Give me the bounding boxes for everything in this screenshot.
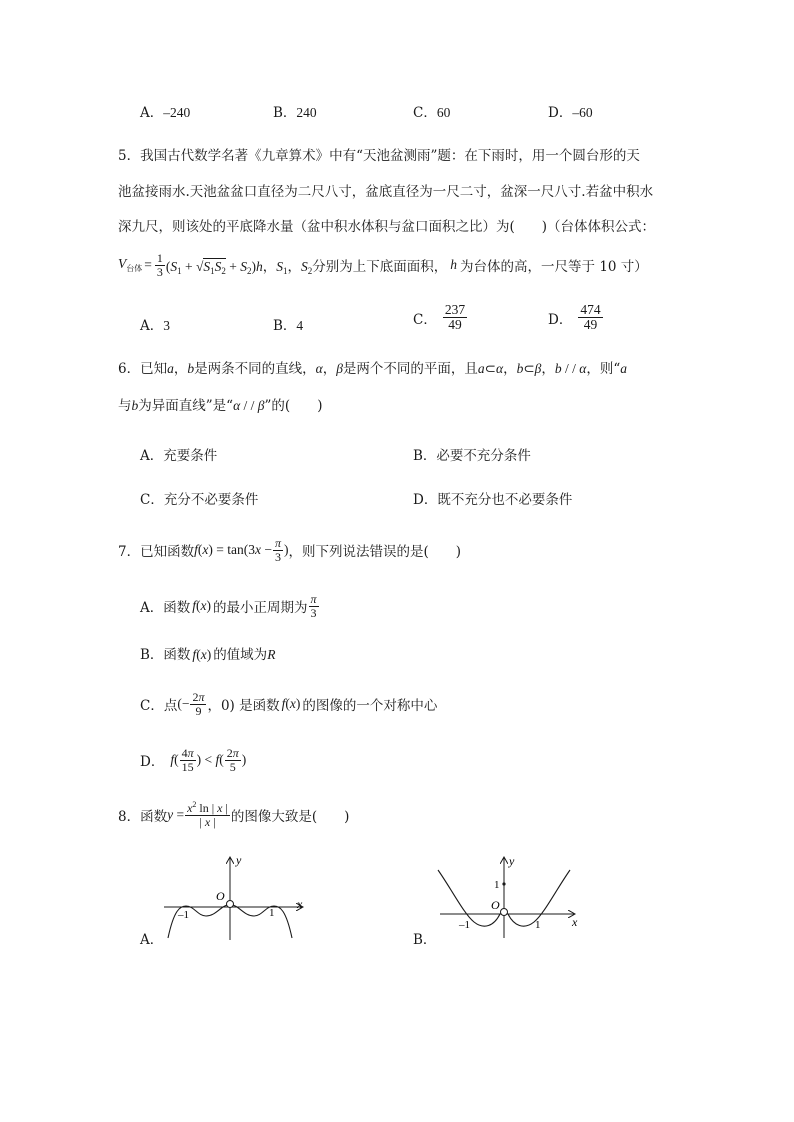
q4-option-c bbox=[413, 106, 450, 121]
q6-option-b-value: 必要不充分条件 bbox=[436, 448, 531, 464]
q6-parallel-1: / / bbox=[561, 361, 580, 376]
q8-graph-b-tick-1-y: 1 bbox=[494, 879, 500, 891]
q8-graph-a-tick-1: 1 bbox=[269, 907, 275, 919]
q4-option-a-label: A． bbox=[140, 105, 164, 121]
q7-option-c-c: 的图像的一个对称中心 bbox=[302, 698, 438, 714]
q7-two-pi-over-9: $\frac{2\pi}{9}$ bbox=[192, 689, 205, 718]
q6-option-b-label: B． bbox=[413, 448, 437, 464]
q8-graph-a-y-label: y bbox=[236, 853, 242, 867]
q8-graph-b-hole bbox=[501, 909, 508, 916]
q5-line-2: 池盆接雨水.天池盆盆口直径为二尺八寸，盆底直径为一尺二寸，盆深一尺八寸.若盆中积水 bbox=[118, 184, 654, 200]
q6-option-d bbox=[413, 494, 572, 508]
q6-option-d-label: D． bbox=[413, 492, 438, 508]
q6-a-2: a bbox=[620, 361, 628, 376]
q7-close-paren: ) bbox=[283, 542, 289, 557]
q6-option-b bbox=[413, 450, 531, 464]
q7-option-b-b: 的值域为 bbox=[213, 647, 268, 663]
q6-b-2: b bbox=[554, 361, 562, 376]
q6-line-1-a: 6．已知 bbox=[118, 361, 168, 377]
q7-set-r: R bbox=[267, 647, 276, 662]
q6-subset-2: ⊂ bbox=[523, 361, 535, 376]
q8-graph-b-label: B． bbox=[413, 932, 437, 948]
q8-graph-a-hole bbox=[227, 901, 234, 908]
q4-option-a bbox=[140, 106, 190, 121]
q8-graph-b bbox=[434, 852, 584, 942]
q6-option-a-label: A． bbox=[140, 448, 164, 464]
q4-option-d bbox=[548, 106, 593, 121]
q4-option-d-label: D． bbox=[548, 105, 573, 121]
q5-option-b-label: B． bbox=[273, 318, 297, 334]
q7-period-fraction: $\frac{\pi}{3}$ bbox=[310, 591, 317, 620]
q5-option-a bbox=[140, 314, 170, 334]
q7-d-close: ) bbox=[241, 752, 247, 767]
q6-b-3: b bbox=[131, 398, 139, 413]
q7-option-c bbox=[140, 686, 437, 722]
q7-fx-b: f(x) bbox=[192, 647, 212, 662]
q5-option-c-label: C． bbox=[413, 311, 437, 328]
q8-stem bbox=[118, 796, 349, 834]
q5-one-third: $\frac{1}{3}$ bbox=[156, 250, 163, 279]
q8-y-equals: y = bbox=[167, 807, 185, 822]
q6-line-1-b: 是两条不同的直线， bbox=[194, 361, 316, 377]
q6-math-beta: β bbox=[336, 361, 343, 376]
q6-option-c-label: C． bbox=[140, 492, 164, 508]
q6-math-alpha-beta: α bbox=[315, 361, 323, 376]
q6-line-1: 6．已知a，b是两条不同的直线，α，β是两个不同的平面，且a⊂α，b⊂β，b / / α，则“a bbox=[118, 361, 628, 377]
q5-option-c-fraction: $\frac{237}{49}$ bbox=[444, 302, 466, 333]
q8-graph-a-x-label: x bbox=[297, 897, 303, 911]
q7-fx-a: f(x) bbox=[192, 598, 212, 613]
q8-graph-a bbox=[150, 848, 320, 948]
q7-d-f1: f( bbox=[170, 752, 179, 767]
q4-option-c-label: C． bbox=[413, 105, 437, 121]
q7-four-pi-over-15: $\frac{4\pi}{15}$ bbox=[181, 745, 194, 774]
q6-line-2-a: 与 bbox=[118, 398, 132, 414]
q7-pi-over-3: $\frac{\pi}{3}$ bbox=[274, 535, 281, 564]
q8-graph-b-origin: O bbox=[491, 898, 500, 912]
q7-option-a-b: 的最小正周期为 bbox=[213, 600, 308, 616]
q6-line-1-c: 是两个不同的平面，且 bbox=[342, 361, 478, 377]
q5-volume-symbol: $V_{台体}$ bbox=[118, 256, 143, 273]
q5-option-b bbox=[273, 314, 303, 334]
q7-option-a bbox=[140, 588, 320, 624]
q6-line-2-b: 为异面直线”是“ bbox=[138, 398, 234, 414]
q6-option-a-value: 充要条件 bbox=[163, 448, 218, 464]
q6-alpha-1: α bbox=[495, 361, 504, 376]
q6-math-conditions: a bbox=[477, 361, 485, 376]
q5-formula-body: $(S_1 + √S_1S_2 + S_2)h$，$S_1$，$S_2$ bbox=[165, 258, 313, 276]
q6-option-c-value: 充分不必要条件 bbox=[163, 492, 259, 508]
q7-stem bbox=[118, 532, 461, 568]
q6-alpha-3: α bbox=[233, 398, 241, 413]
q5-option-a-value: 3 bbox=[163, 318, 170, 333]
q6-option-a bbox=[140, 450, 217, 464]
q7-paren-minus: (− bbox=[177, 696, 190, 711]
q8-stem-b: 的图像大致是( ) bbox=[230, 809, 350, 825]
q7-two-pi-over-5: $\frac{2\pi}{5}$ bbox=[226, 745, 239, 774]
q5-formula-h: 为台体的高，一尺等于 10 寸） bbox=[460, 259, 648, 275]
q5-option-c bbox=[413, 303, 468, 332]
q6-alpha-2: α bbox=[579, 361, 587, 376]
q6-line-1-d: ，则“ bbox=[586, 361, 621, 377]
q5-option-d bbox=[548, 303, 604, 332]
q4-option-a-value: –240 bbox=[163, 105, 191, 120]
q7-option-a-a: A．函数 bbox=[140, 600, 191, 616]
q7-option-d-label: D． bbox=[140, 754, 165, 770]
q4-option-b bbox=[273, 106, 317, 121]
q6-beta-2: β bbox=[257, 398, 265, 413]
q8-graph-b-y-label: y bbox=[509, 854, 515, 868]
q8-function-fraction: $\frac{x^2 \ln | x |}{| x |}$ bbox=[187, 800, 228, 829]
q7-fx-c: f(x) bbox=[281, 696, 301, 711]
q7-stem-b: ，则下列说法错误的是( ) bbox=[288, 544, 462, 560]
q7-option-c-b: ，0) 是函数 bbox=[207, 698, 280, 714]
q4-option-c-value: 60 bbox=[436, 105, 451, 120]
q8-graph-b-tick-neg1: –1 bbox=[459, 919, 470, 931]
q5-formula-line bbox=[118, 248, 648, 282]
q4-option-d-value: –60 bbox=[572, 105, 593, 120]
q4-option-b-label: B． bbox=[273, 105, 297, 121]
q8-graph-a-tick-neg1: –1 bbox=[178, 909, 189, 921]
q7-stem-a: 7．已知函数 bbox=[118, 544, 195, 560]
q7-option-d bbox=[140, 742, 246, 778]
q7-option-b-a: B．函数 bbox=[140, 647, 191, 663]
q8-graph-b-tick-1: 1 bbox=[535, 919, 541, 931]
q6-beta-1: β bbox=[534, 361, 542, 376]
q5-option-a-label: A． bbox=[140, 318, 164, 334]
q8-stem-a: 8．函数 bbox=[118, 809, 168, 825]
q7-option-b bbox=[140, 648, 275, 663]
q8-graph-b-x-label: x bbox=[572, 915, 578, 929]
q6-math-ab: a bbox=[167, 361, 174, 376]
q6-parallel-2: / / bbox=[240, 398, 258, 413]
q8-graph-b-tick-dot bbox=[502, 882, 505, 885]
q5-equals: = bbox=[144, 257, 152, 272]
q6-math-b: b bbox=[187, 361, 195, 376]
q6-subset-1: ⊂ bbox=[484, 361, 496, 376]
q5-h-symbol: h bbox=[450, 257, 458, 272]
q4-option-b-value: 240 bbox=[296, 105, 317, 120]
q6-line-2 bbox=[118, 399, 322, 414]
q7-d-lt: ) < f( bbox=[196, 752, 224, 767]
q8-graph-a-origin: O bbox=[216, 889, 225, 903]
q6-option-c bbox=[140, 494, 258, 508]
q5-line-1: 5．我国古代数学名著《九章算术》中有“天池盆测雨”题：在下雨时，用一个圆台形的天 bbox=[118, 148, 640, 164]
q5-formula-tail: 分别为上下底面面积， bbox=[312, 259, 448, 275]
q8-graph-a-label: A． bbox=[140, 932, 164, 948]
q7-option-c-a: C．点 bbox=[140, 698, 178, 714]
q5-option-d-label: D． bbox=[548, 311, 573, 328]
q5-option-b-value: 4 bbox=[296, 318, 304, 333]
q5-option-d-fraction: $\frac{474}{49}$ bbox=[580, 302, 601, 333]
q6-line-2-c: ”的( ) bbox=[264, 398, 323, 414]
q6-option-d-value: 既不充分也不必要条件 bbox=[437, 492, 573, 508]
q5-line-3: 深九尺，则该处的平底降水量（盆中积水体积与盆口面积之比）为( )（台体体积公式： bbox=[118, 219, 656, 235]
q7-function-def: f(x) = tan(3x − bbox=[194, 542, 272, 557]
q6-b-1: b bbox=[516, 361, 524, 376]
